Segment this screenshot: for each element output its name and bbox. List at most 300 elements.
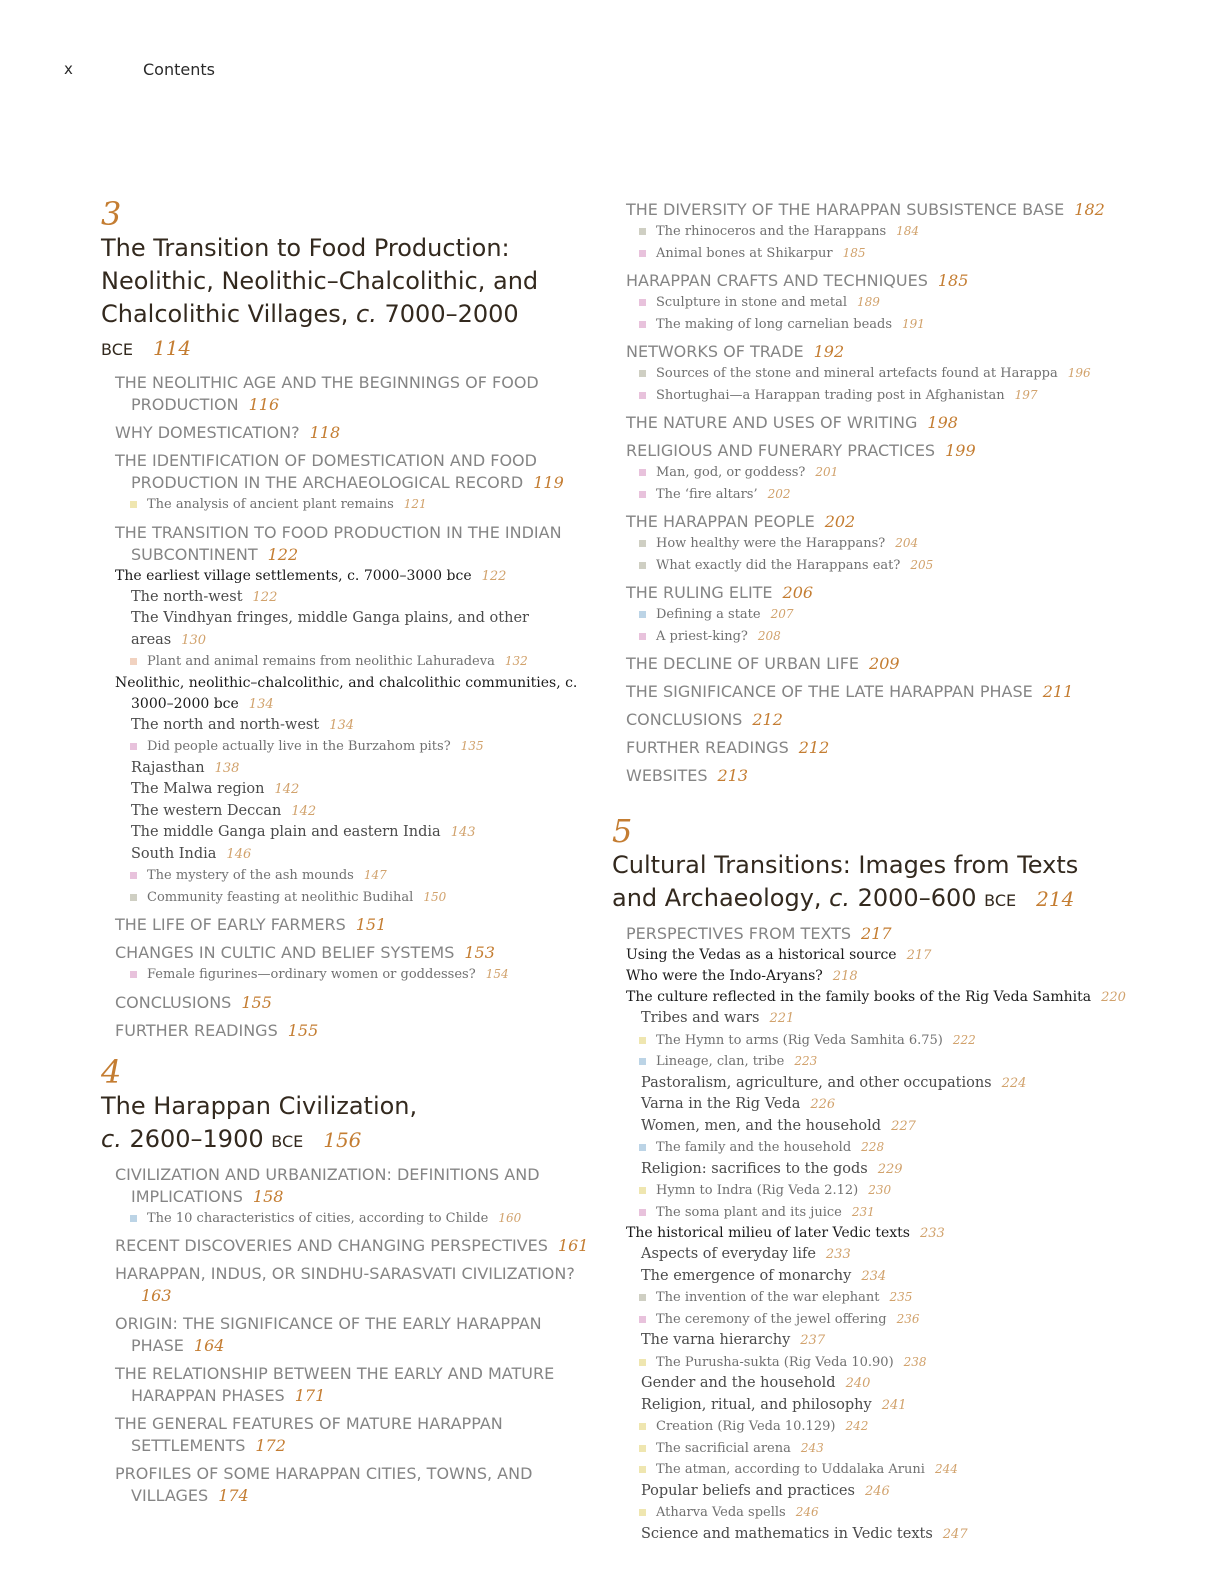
entry-page-number: 122 <box>267 544 299 564</box>
entry-title: What exactly did the Harappans eat? <box>656 557 901 573</box>
chapter-4-entries-continued <box>612 199 1192 787</box>
entry-title: Pastoralism, agriculture, and other occupations <box>641 1074 992 1091</box>
toc-box-feature[interactable] <box>612 292 1192 314</box>
chapter-4-entries <box>101 1164 601 1508</box>
chapter-page[interactable]: 114 <box>152 336 192 360</box>
box-feature-square-icon <box>639 370 646 377</box>
entry-title: Creation (Rig Veda 10.129) <box>656 1419 836 1434</box>
entry-title: THE HARAPPAN PEOPLE <box>626 512 815 531</box>
box-feature-square-icon <box>639 633 646 640</box>
box-feature-square-icon <box>639 611 646 618</box>
toc-box-feature[interactable] <box>101 494 601 516</box>
entry-page-number: 224 <box>1001 1075 1027 1091</box>
box-feature-square-icon <box>130 658 137 665</box>
toc-section[interactable] <box>612 709 1192 731</box>
entry-title: THE TRANSITION TO FOOD PRODUCTION IN THE INDIAN SUBCONTINENT <box>115 522 562 564</box>
entry-page-number: 228 <box>861 1140 885 1154</box>
toc-subsection[interactable] <box>101 715 601 737</box>
box-feature-square-icon <box>639 1294 646 1301</box>
box-feature-square-icon <box>130 971 137 978</box>
box-feature-square-icon <box>639 392 646 399</box>
toc-section[interactable] <box>101 942 601 964</box>
toc-subsection[interactable] <box>612 1524 1192 1546</box>
chapter-number: 3 <box>101 195 122 233</box>
box-feature-square-icon <box>130 1215 137 1222</box>
toc-section[interactable] <box>612 582 1192 604</box>
entry-page-number: 199 <box>945 441 976 460</box>
entry-page-number: 189 <box>857 295 880 309</box>
entry-page-number: 212 <box>798 738 830 757</box>
entry-page-number: 196 <box>1067 366 1091 380</box>
entry-title: THE RULING ELITE <box>626 583 773 602</box>
entry-title: Female figurines—ordinary women or goddesses? <box>147 967 476 982</box>
entry-page-number: 233 <box>919 1226 945 1241</box>
toc-section[interactable] <box>612 681 1192 703</box>
box-feature-square-icon <box>639 1466 646 1473</box>
entry-title: Using the Vedas as a historical source <box>626 947 897 963</box>
entry-title: The north-west <box>131 588 243 605</box>
toc-section[interactable] <box>101 992 601 1014</box>
entry-page-number: 171 <box>294 1386 326 1405</box>
toc-subsection[interactable] <box>612 1159 1192 1181</box>
entry-title: THE GENERAL FEATURES OF MATURE HARAPPAN SETTLEMENTS <box>115 1414 503 1455</box>
chapter-title-line: Neolithic, Neolithic–Chalcolithic, and <box>101 267 539 295</box>
toc-section[interactable] <box>612 412 1192 434</box>
toc-subsection[interactable] <box>612 1008 1192 1030</box>
toc-subsection[interactable] <box>101 801 601 823</box>
box-feature-square-icon <box>130 501 137 508</box>
toc-box-feature[interactable] <box>612 1459 1192 1481</box>
entry-page-number: 155 <box>241 992 272 1012</box>
entry-page-number: 182 <box>1074 200 1105 219</box>
toc-subsection[interactable] <box>612 1094 1192 1116</box>
entry-title: South India <box>131 845 217 862</box>
toc-section[interactable] <box>612 923 1192 945</box>
entry-page-number: 160 <box>498 1210 522 1225</box>
toc-section[interactable] <box>612 440 1192 462</box>
toc-box-feature[interactable] <box>612 626 1192 648</box>
box-feature-square-icon <box>130 894 137 901</box>
toc-subsection-heading[interactable] <box>612 987 1192 1008</box>
toc-right-column <box>612 193 1192 1545</box>
toc-section[interactable] <box>101 1263 601 1307</box>
entry-page-number: 154 <box>485 967 509 981</box>
entry-title: Religion: sacrifices to the gods <box>641 1160 868 1177</box>
box-feature-square-icon <box>639 228 646 235</box>
toc-box-feature[interactable] <box>612 1137 1192 1159</box>
toc-subsection[interactable] <box>101 608 601 651</box>
toc-box-feature[interactable] <box>101 887 601 909</box>
entry-page-number: 164 <box>193 1336 225 1355</box>
entry-title: THE SIGNIFICANCE OF THE LATE HARAPPAN PHASE <box>626 682 1033 701</box>
toc-section[interactable] <box>612 737 1192 759</box>
entry-page-number: 202 <box>767 486 791 501</box>
entry-title: The Malwa region <box>131 781 265 797</box>
entry-page-number: 246 <box>795 1505 819 1519</box>
box-feature-square-icon <box>639 491 646 498</box>
entry-page-number: 147 <box>363 868 387 882</box>
entry-title: Popular beliefs and practices <box>641 1482 855 1499</box>
toc-subsection-heading[interactable] <box>101 673 601 715</box>
entry-page-number: 151 <box>355 915 387 934</box>
entry-page-number: 153 <box>464 943 495 962</box>
era-label: BCE <box>271 1131 304 1151</box>
entry-title: Lineage, clan, tribe <box>656 1054 785 1069</box>
entry-title: The 10 characteristics of cities, according to Childe <box>147 1210 489 1226</box>
toc-subsection-heading[interactable] <box>612 945 1192 966</box>
entry-title: The middle Ganga plain and eastern India <box>131 824 441 840</box>
toc-subsection[interactable] <box>612 1073 1192 1095</box>
entry-page-number: 118 <box>309 423 341 442</box>
running-head: Contents <box>143 60 215 79</box>
toc-box-feature[interactable] <box>612 604 1192 626</box>
box-feature-square-icon <box>639 1037 646 1044</box>
entry-title: THE DECLINE OF URBAN LIFE <box>626 654 860 673</box>
entry-page-number: 247 <box>942 1526 968 1542</box>
entry-title: The sacrificial arena <box>656 1440 791 1456</box>
entry-title: The family and the household <box>656 1140 852 1155</box>
entry-title: The mystery of the ash mounds <box>147 868 354 883</box>
entry-page-number: 217 <box>906 948 932 963</box>
toc-box-feature[interactable] <box>612 555 1192 577</box>
entry-title: Aspects of everyday life <box>641 1246 816 1262</box>
box-feature-square-icon <box>639 299 646 306</box>
toc-box-feature[interactable] <box>612 1502 1192 1524</box>
toc-section[interactable] <box>101 522 601 566</box>
entry-title: WEBSITES <box>626 766 708 785</box>
toc-subsection[interactable] <box>101 822 601 844</box>
toc-section[interactable] <box>101 372 601 416</box>
entry-page-number: 163 <box>141 1286 172 1305</box>
toc-box-feature[interactable] <box>612 1287 1192 1309</box>
entry-page-number: 242 <box>845 1419 869 1433</box>
entry-page-number: 213 <box>717 766 749 785</box>
entry-page-number: 223 <box>794 1054 818 1068</box>
era-label: BCE <box>984 891 1017 910</box>
toc-box-feature[interactable] <box>612 484 1192 506</box>
entry-title: The emergence of monarchy <box>641 1267 852 1284</box>
entry-page-number: 142 <box>274 782 300 797</box>
entry-title: The soma plant and its juice <box>656 1204 842 1220</box>
chapter-title <box>612 849 1192 917</box>
chapter-title-line: The Transition to Food Production: <box>101 234 510 262</box>
entry-page-number: 138 <box>214 760 240 776</box>
entry-page-number: 235 <box>889 1290 913 1304</box>
entry-page-number: 122 <box>481 568 507 584</box>
toc-box-feature[interactable] <box>101 736 601 758</box>
entry-page-number: 184 <box>896 224 920 238</box>
entry-page-number: 134 <box>248 696 274 712</box>
entry-page-number: 243 <box>800 1440 824 1455</box>
entry-title: THE LIFE OF EARLY FARMERS <box>115 915 346 934</box>
chapter-title-line: and Archaeology, <box>612 884 830 912</box>
entry-title: The western Deccan <box>131 802 282 819</box>
entry-page-number: 220 <box>1101 990 1126 1005</box>
entry-page-number: 234 <box>861 1268 887 1284</box>
toc-section[interactable] <box>612 199 1192 221</box>
chapter-4 <box>101 1054 601 1508</box>
entry-title: CONCLUSIONS <box>626 710 743 729</box>
entry-page-number: 204 <box>895 536 919 550</box>
entry-title: Sculpture in stone and metal <box>656 295 847 310</box>
entry-title: A priest-king? <box>656 628 748 644</box>
entry-title: Sources of the stone and mineral artefacts found at Harappa <box>656 366 1058 381</box>
toc-section[interactable] <box>101 1020 601 1042</box>
toc-left-column <box>101 196 601 1507</box>
entry-title: The Vindhyan fringes, middle Ganga plains, and other areas <box>131 610 529 648</box>
entry-title: HARAPPAN, INDUS, OR SINDHU-SARASVATI CIVILIZATION? <box>115 1264 575 1283</box>
entry-title: The making of long carnelian beads <box>656 316 893 332</box>
box-feature-square-icon <box>639 1359 646 1366</box>
page-number: x <box>64 60 73 78</box>
entry-page-number: 202 <box>824 512 856 531</box>
toc-box-feature[interactable] <box>612 1030 1192 1052</box>
box-feature-square-icon <box>639 1209 646 1216</box>
entry-page-number: 185 <box>937 271 969 290</box>
entry-title: FURTHER READINGS <box>115 1020 278 1040</box>
toc-subsection[interactable] <box>612 1373 1192 1395</box>
entry-title: Rajasthan <box>131 759 205 776</box>
box-feature-square-icon <box>639 250 646 257</box>
toc-box-feature[interactable] <box>612 533 1192 555</box>
entry-page-number: 227 <box>891 1118 916 1134</box>
entry-page-number: 191 <box>902 316 925 331</box>
entry-title: Animal bones at Shikarpur <box>656 245 833 261</box>
entry-title: RELIGIOUS AND FUNERARY PRACTICES <box>626 441 936 460</box>
entry-page-number: 208 <box>757 628 781 643</box>
entry-title: THE DIVERSITY OF THE HARAPPAN SUBSISTENCE BASE <box>626 200 1065 219</box>
entry-page-number: 155 <box>287 1020 319 1040</box>
entry-title: How healthy were the Harappans? <box>656 536 886 551</box>
entry-page-number: 172 <box>255 1436 286 1455</box>
entry-title: Science and mathematics in Vedic texts <box>641 1525 933 1542</box>
entry-page-number: 240 <box>845 1376 871 1391</box>
toc-section[interactable] <box>612 270 1192 292</box>
entry-title: ORIGIN: THE SIGNIFICANCE OF THE EARLY HARAPPAN PHASE <box>115 1314 542 1355</box>
box-feature-square-icon <box>639 1445 646 1452</box>
entry-title: Tribes and wars <box>641 1010 760 1026</box>
box-feature-square-icon <box>130 872 137 879</box>
box-feature-square-icon <box>639 1316 646 1323</box>
date-range: 2600–1900 <box>121 1124 272 1153</box>
entry-page-number: 231 <box>851 1204 875 1219</box>
toc-subsection[interactable] <box>101 587 601 609</box>
chapter-page[interactable]: 214 <box>1036 887 1075 911</box>
entry-title: The analysis of ancient plant remains <box>147 497 394 512</box>
chapter-title-line: Chalcolithic Villages, <box>101 300 357 328</box>
date-range: 7000–2000 <box>376 300 519 328</box>
box-feature-square-icon <box>639 1423 646 1430</box>
chapter-number: 5 <box>612 812 633 850</box>
entry-page-number: 229 <box>877 1161 903 1177</box>
entry-title: The culture reflected in the family books of the Rig Veda Samhita <box>626 989 1092 1005</box>
toc-box-feature[interactable] <box>612 385 1192 407</box>
box-feature-square-icon <box>639 1187 646 1194</box>
toc-section[interactable] <box>101 1463 601 1507</box>
toc-subsection[interactable] <box>612 1330 1192 1352</box>
toc-box-feature[interactable] <box>101 651 601 673</box>
toc-box-feature[interactable] <box>612 314 1192 336</box>
toc-box-feature[interactable] <box>612 1416 1192 1438</box>
entry-title: The rhinoceros and the Harappans <box>656 224 887 239</box>
entry-title: Who were the Indo-Aryans? <box>626 968 823 984</box>
toc-subsection[interactable] <box>101 758 601 780</box>
entry-title: THE IDENTIFICATION OF DOMESTICATION AND FOOD PRODUCTION IN THE ARCHAEOLOGICAL RECORD <box>115 451 537 492</box>
entry-page-number: 135 <box>460 739 484 753</box>
box-feature-square-icon <box>639 562 646 569</box>
toc-section[interactable] <box>101 1363 601 1407</box>
box-feature-square-icon <box>639 469 646 476</box>
entry-title: THE RELATIONSHIP BETWEEN THE EARLY AND MATURE HARAPPAN PHASES <box>115 1364 555 1405</box>
chapter-3-entries <box>101 372 601 1042</box>
spacer <box>612 787 1192 813</box>
toc-section[interactable] <box>101 1235 601 1257</box>
entry-page-number: 236 <box>896 1311 920 1326</box>
toc-subsection[interactable] <box>612 1244 1192 1266</box>
entry-page-number: 119 <box>533 473 564 492</box>
entry-page-number: 205 <box>910 557 934 572</box>
era-label: BCE <box>101 340 133 359</box>
toc-subsection[interactable] <box>101 779 601 801</box>
entry-title: The atman, according to Uddalaka Aruni <box>656 1462 925 1477</box>
entry-title: Varna in the Rig Veda <box>641 1096 801 1112</box>
entry-page-number: 174 <box>218 1486 249 1505</box>
toc-box-feature[interactable] <box>612 243 1192 265</box>
entry-title: CIVILIZATION AND URBANIZATION: DEFINITIONS AND IMPLICATIONS <box>115 1164 540 1206</box>
entry-title: WHY DOMESTICATION? <box>115 423 300 442</box>
entry-page-number: 116 <box>248 395 280 414</box>
chapter-title-line: Cultural Transitions: Images from Texts <box>612 851 1079 879</box>
entry-page-number: 146 <box>226 846 252 862</box>
chapter-title <box>101 232 601 366</box>
toc-box-feature[interactable] <box>612 1180 1192 1202</box>
toc-box-feature[interactable] <box>612 221 1192 243</box>
entry-page-number: 238 <box>903 1354 927 1369</box>
entry-title: The invention of the war elephant <box>656 1290 880 1305</box>
toc-subsection[interactable] <box>612 1266 1192 1288</box>
entry-page-number: 226 <box>810 1097 836 1112</box>
toc-subsection[interactable] <box>612 1481 1192 1503</box>
toc-section[interactable] <box>612 511 1192 533</box>
toc-section[interactable] <box>101 450 601 494</box>
toc-section[interactable] <box>101 1413 601 1457</box>
entry-page-number: 206 <box>782 583 814 602</box>
box-feature-square-icon <box>639 1144 646 1151</box>
chapter-5-entries <box>612 923 1192 1545</box>
entry-title: Man, god, or goddess? <box>656 465 806 480</box>
entry-page-number: 222 <box>952 1032 976 1047</box>
entry-page-number: 192 <box>813 342 845 361</box>
toc-box-feature[interactable] <box>612 363 1192 385</box>
toc-section[interactable] <box>612 653 1192 675</box>
toc-subsection-heading[interactable] <box>101 566 601 587</box>
entry-page-number: 132 <box>504 654 528 668</box>
entry-title: The Purusha-sukta (Rig Veda 10.90) <box>656 1354 894 1370</box>
toc-box-feature[interactable] <box>101 964 601 986</box>
toc-subsection[interactable] <box>612 1395 1192 1417</box>
entry-title: The north and north-west <box>131 716 320 733</box>
circa-abbrev: c. <box>356 300 377 328</box>
entry-title: Atharva Veda spells <box>656 1505 786 1520</box>
entry-title: Defining a state <box>656 607 761 622</box>
box-feature-square-icon <box>639 540 646 547</box>
toc-section[interactable] <box>101 1313 601 1357</box>
entry-page-number: 211 <box>1042 682 1074 701</box>
entry-page-number: 230 <box>868 1183 892 1197</box>
chapter-title-line: The Harappan Civilization, <box>101 1091 418 1120</box>
entry-title: Religion, ritual, and philosophy <box>641 1396 872 1413</box>
entry-page-number: 197 <box>1014 387 1038 402</box>
entry-title: Neolithic, neolithic–chalcolithic, and chalcolithic communities, c. 3000–2000 bce <box>115 674 578 712</box>
entry-title: PERSPECTIVES FROM TEXTS <box>626 924 852 943</box>
entry-title: The Hymn to arms (Rig Veda Samhita 6.75) <box>656 1032 943 1048</box>
entry-page-number: 143 <box>450 825 476 840</box>
toc-section[interactable] <box>612 765 1192 787</box>
chapter-page[interactable]: 156 <box>323 1127 362 1152</box>
entry-title: NETWORKS OF TRADE <box>626 342 804 361</box>
chapter-number: 4 <box>101 1052 122 1091</box>
entry-page-number: 142 <box>291 803 317 819</box>
toc-box-feature[interactable] <box>101 865 601 887</box>
toc-box-feature[interactable] <box>612 1202 1192 1224</box>
toc-subsection[interactable] <box>612 1116 1192 1138</box>
entry-title: CONCLUSIONS <box>115 992 232 1012</box>
entry-title: Gender and the household <box>641 1375 836 1391</box>
entry-title: Did people actually live in the Burzahom pits? <box>147 739 451 754</box>
entry-page-number: 212 <box>752 710 783 729</box>
toc-section[interactable] <box>612 341 1192 363</box>
toc-subsection-heading[interactable] <box>612 966 1192 987</box>
entry-page-number: 158 <box>252 1186 284 1206</box>
toc-box-feature[interactable] <box>612 1438 1192 1460</box>
toc-box-feature[interactable] <box>101 1208 601 1230</box>
entry-title: CHANGES IN CULTIC AND BELIEF SYSTEMS <box>115 943 455 962</box>
entry-title: The ceremony of the jewel offering <box>656 1311 887 1327</box>
entry-page-number: 218 <box>832 969 858 984</box>
entry-page-number: 207 <box>770 607 794 621</box>
entry-page-number: 150 <box>423 889 447 904</box>
entry-title: The earliest village settlements, c. 7000–3000 bce <box>115 567 472 584</box>
toc-section[interactable] <box>101 1164 601 1208</box>
entry-title: PROFILES OF SOME HARAPPAN CITIES, TOWNS, AND VILLAGES <box>115 1464 533 1505</box>
toc-section[interactable] <box>101 914 601 936</box>
entry-page-number: 246 <box>864 1483 890 1499</box>
entry-page-number: 130 <box>181 632 207 648</box>
entry-page-number: 134 <box>329 717 355 733</box>
entry-page-number: 185 <box>842 245 866 260</box>
entry-title: Women, men, and the household <box>641 1117 882 1134</box>
entry-title: HARAPPAN CRAFTS AND TECHNIQUES <box>626 271 928 290</box>
circa-abbrev: c. <box>101 1124 122 1153</box>
box-feature-square-icon <box>639 1509 646 1516</box>
entry-page-number: 241 <box>881 1397 907 1413</box>
toc-box-feature[interactable] <box>612 1051 1192 1073</box>
box-feature-square-icon <box>639 1058 646 1065</box>
toc-box-feature[interactable] <box>612 1352 1192 1374</box>
toc-subsection-heading[interactable] <box>612 1223 1192 1244</box>
box-feature-square-icon <box>639 321 646 328</box>
toc-subsection[interactable] <box>101 844 601 866</box>
toc-section[interactable] <box>101 422 601 444</box>
toc-box-feature[interactable] <box>612 1309 1192 1331</box>
entry-title: The ‘fire altars’ <box>656 486 758 502</box>
entry-page-number: 237 <box>800 1333 826 1348</box>
box-feature-square-icon <box>130 743 137 750</box>
chapter-5 <box>612 813 1192 1545</box>
toc-box-feature[interactable] <box>612 462 1192 484</box>
circa-abbrev: c. <box>829 884 850 912</box>
entry-page-number: 244 <box>934 1462 958 1476</box>
